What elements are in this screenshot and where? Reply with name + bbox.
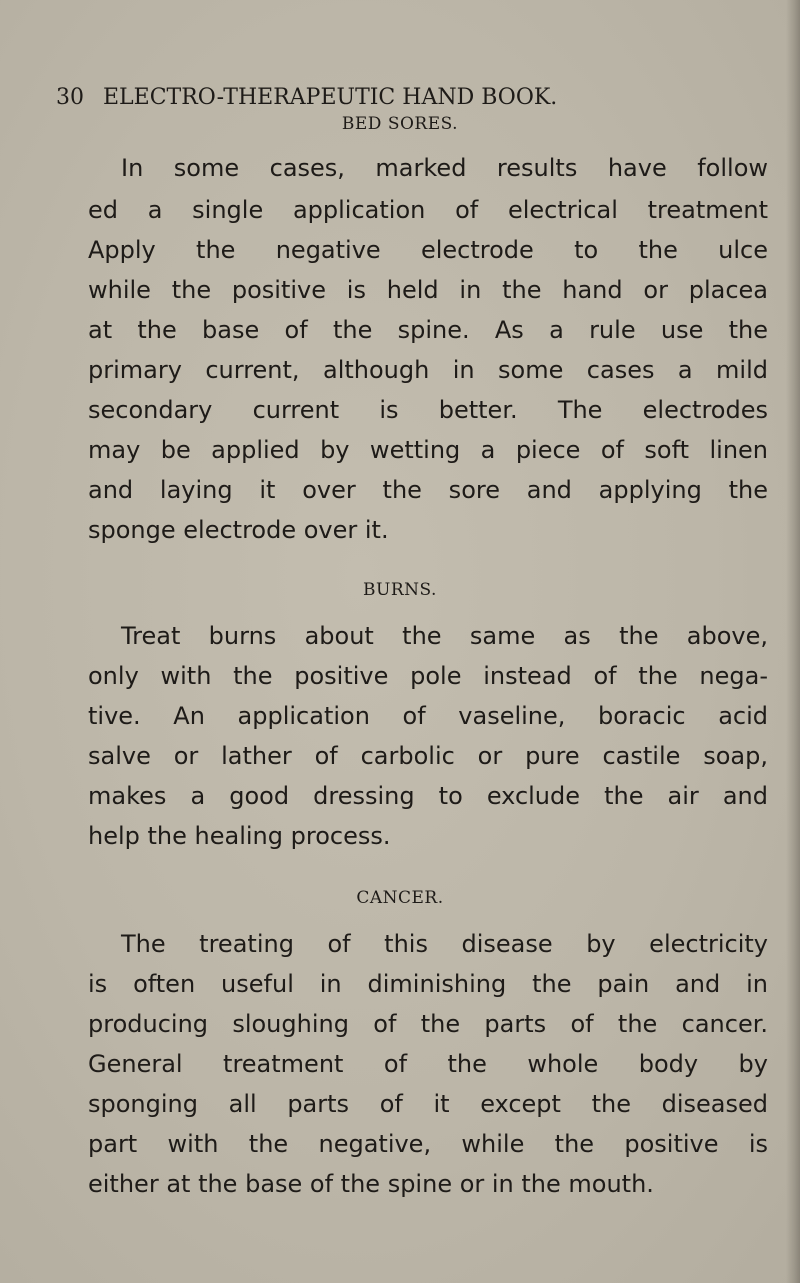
paragraph-line: at the base of the spine. As a rule use the — [88, 316, 768, 344]
paragraph-line: Apply the negative electrode to the ulce — [88, 236, 768, 264]
paragraph-line: and laying it over the sore and applying the — [88, 476, 768, 504]
paragraph-line: The treating of this disease by electricity — [121, 930, 768, 958]
paragraph-line: sponge electrode over it. — [88, 516, 389, 544]
paragraph-line: either at the base of the spine or in the mouth. — [88, 1170, 654, 1198]
page-header — [56, 83, 696, 113]
paragraph-line: sponging all parts of it except the diseased — [88, 1090, 768, 1118]
paragraph-line: is often useful in diminishing the pain and in — [88, 970, 768, 998]
paragraph-line: producing sloughing of the parts of the cancer. — [88, 1010, 768, 1038]
paragraph-line: secondary current is better. The electrodes — [88, 396, 768, 424]
paragraph-line: primary current, although in some cases a mild — [88, 356, 768, 384]
paragraph-line: tive. An application of vaseline, boracic acid — [88, 702, 768, 730]
paragraph-line: ed a single application of electrical treatment — [88, 196, 768, 224]
paragraph-line: General treatment of the whole body by — [88, 1050, 768, 1078]
page-edge-shadow — [786, 0, 800, 1283]
paragraph-line: In some cases, marked results have follow — [121, 154, 768, 182]
paragraph-line: salve or lather of carbolic or pure castile soap, — [88, 742, 768, 770]
paragraph-line: may be applied by wetting a piece of soft linen — [88, 436, 768, 464]
paragraph-line: makes a good dressing to exclude the air and — [88, 782, 768, 810]
section-heading-cancer: CANCER. — [356, 888, 444, 908]
section-heading-bed-sores: BED SORES. — [341, 114, 459, 134]
paragraph-line: while the positive is held in the hand or placea — [88, 276, 768, 304]
paragraph-line: help the healing process. — [88, 822, 391, 850]
paragraph-line: Treat burns about the same as the above, — [121, 622, 768, 650]
page-number: 30 — [56, 85, 84, 110]
paragraph-line: part with the negative, while the positive is — [88, 1130, 768, 1158]
section-heading-burns: BURNS. — [363, 580, 437, 600]
running-head: ELECTRO-THERAPEUTIC HAND BOOK. — [103, 85, 558, 110]
paragraph-line: only with the positive pole instead of the nega- — [88, 662, 768, 690]
